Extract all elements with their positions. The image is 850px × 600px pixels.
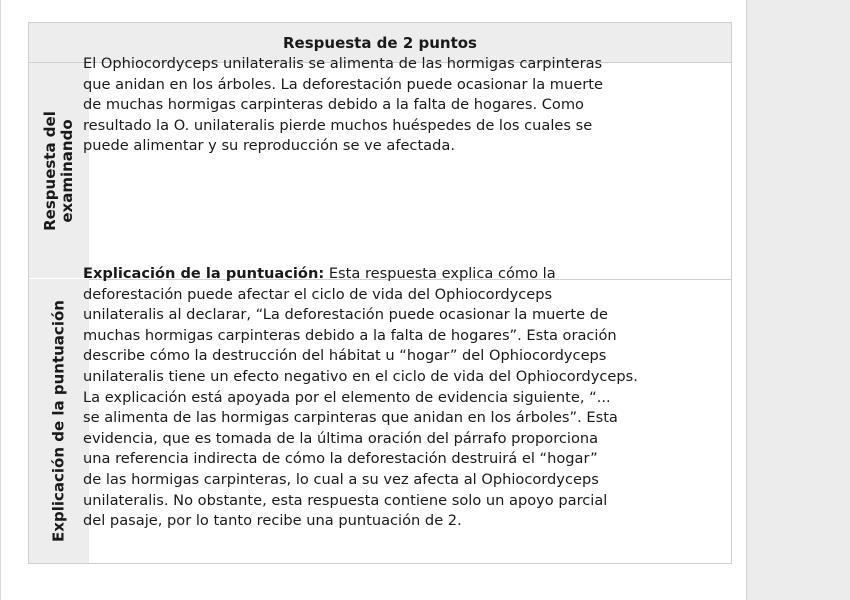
explanation-label-line: Explicación de la puntuación <box>49 300 68 542</box>
response-row-label <box>29 63 89 279</box>
explanation-line: unilateralis. No obstante, esta respuesta contiene solo un apoyo parcial <box>83 491 608 509</box>
response-label-line-2: examinando <box>58 118 76 223</box>
explanation-first-line-rest: Esta respuesta explica cómo la <box>324 265 556 282</box>
score-explanation-text <box>83 264 688 532</box>
explanation-line: describe cómo la destrucción del hábitat u “hogar” del Ophiocordyceps <box>83 347 607 365</box>
explanation-line: se alimenta de las hormigas carpinteras que anidan en los árboles”. Esta <box>83 409 618 427</box>
explanation-line <box>83 264 688 285</box>
explanation-line: del pasaje, por lo tanto recibe una puntuación de 2. <box>83 512 462 530</box>
page-left-edge <box>0 0 1 600</box>
explanation-line: unilateralis al declarar, “La deforestación puede ocasionar la muerte de <box>83 306 608 324</box>
explanation-line: deforestación puede afectar el ciclo de vida del Ophiocordyceps <box>83 285 553 303</box>
examinee-response-text <box>83 54 688 157</box>
response-label-text <box>42 111 76 231</box>
response-line: que anidan en los árboles. La deforestación puede ocasionar la muerte <box>83 75 603 93</box>
explanation-line: evidencia, que es tomada de la última oración del párrafo proporciona <box>83 429 599 447</box>
response-label-line-1: Respuesta del <box>41 110 59 231</box>
response-line: El Ophiocordyceps unilateralis se alimenta de las hormigas carpinteras <box>83 55 603 72</box>
explanation-label-text <box>51 300 68 542</box>
explanation-line: unilateralis tiene un efecto negativo en el ciclo de vida del Ophiocordyceps. <box>83 367 638 385</box>
explanation-line: una referencia indirecta de cómo la deforestación destruirá el “hogar” <box>83 450 598 468</box>
right-side-panel <box>746 0 850 600</box>
table-header-title: Respuesta de 2 puntos <box>283 33 477 52</box>
response-line: resultado la O. unilateralis pierde muchos huéspedes de los cuales se <box>83 116 593 134</box>
response-line: puede alimentar y su reproducción se ve afectada. <box>83 137 455 155</box>
explanation-lead: Explicación de la puntuación: <box>83 265 325 282</box>
explanation-row-label <box>29 279 89 563</box>
explanation-line: La explicación está apoyada por el elemento de evidencia siguiente, “... <box>83 388 611 406</box>
response-line: de muchas hormigas carpinteras debido a la falta de hogares. Como <box>83 96 584 114</box>
explanation-line: muchas hormigas carpinteras debido a la falta de hogares”. Esta oración <box>83 326 617 344</box>
explanation-line: de las hormigas carpinteras, lo cual a su vez afecta al Ophiocordyceps <box>83 470 599 488</box>
